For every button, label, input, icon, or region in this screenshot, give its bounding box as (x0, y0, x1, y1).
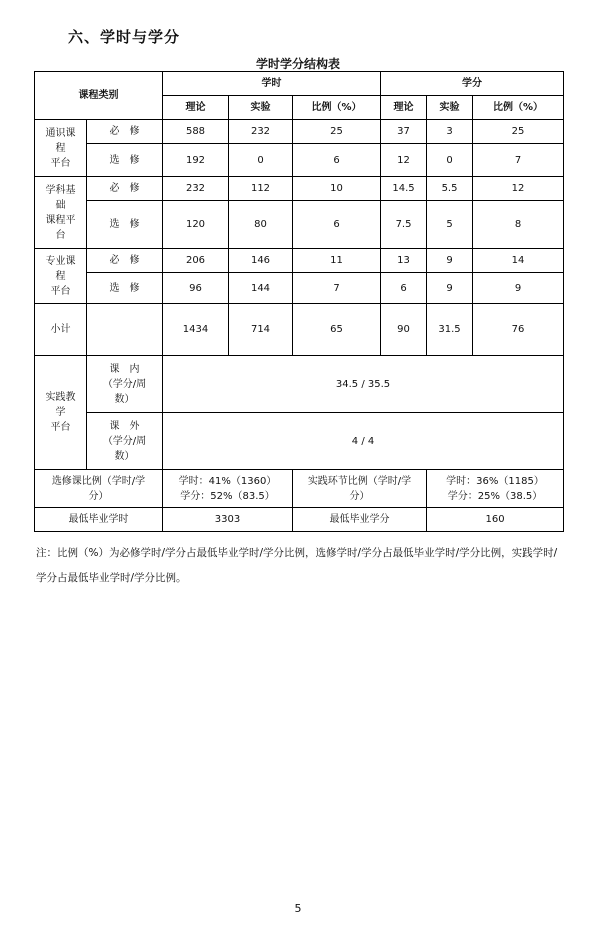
credits-lab: 3 (427, 120, 473, 144)
hours-ratio: 65 (293, 304, 381, 356)
hours-lab: 714 (229, 304, 293, 356)
hours-ratio: 6 (293, 144, 381, 177)
table-row (35, 177, 564, 201)
credits-ratio: 7 (473, 144, 564, 177)
credits-lab: 5.5 (427, 177, 473, 201)
credits-ratio-header: 比例（%） (473, 96, 564, 120)
credits-lab: 9 (427, 249, 473, 273)
hours-theory: 192 (163, 144, 229, 177)
credits-lab: 9 (427, 273, 473, 304)
credits-lab: 31.5 (427, 304, 473, 356)
course-type: 必 修 (87, 177, 163, 201)
credits-ratio: 25 (473, 120, 564, 144)
hours-theory: 1434 (163, 304, 229, 356)
credits-theory: 13 (381, 249, 427, 273)
hours-ratio: 10 (293, 177, 381, 201)
course-type: 必 修 (87, 249, 163, 273)
minimum-row (35, 508, 564, 532)
hours-theory: 120 (163, 201, 229, 249)
hours-ratio: 25 (293, 120, 381, 144)
ratio-row (35, 470, 564, 508)
table-row (35, 273, 564, 304)
practice-inside-label: 课 内 （学分/周 数） (87, 356, 163, 413)
empty-cell (87, 304, 163, 356)
credits-ratio: 9 (473, 273, 564, 304)
practice-row (35, 356, 564, 413)
course-type: 必 修 (87, 120, 163, 144)
hours-lab-header: 实验 (229, 96, 293, 120)
practice-ratio-label: 实践环节比例（学时/学 分） (293, 470, 427, 508)
course-type: 选 修 (87, 144, 163, 177)
table-row (35, 201, 564, 249)
hours-lab: 232 (229, 120, 293, 144)
course-type: 选 修 (87, 273, 163, 304)
min-credits-value: 160 (427, 508, 564, 532)
hours-theory: 588 (163, 120, 229, 144)
credits-theory: 14.5 (381, 177, 427, 201)
hours-lab: 0 (229, 144, 293, 177)
credit-structure-table (34, 71, 564, 532)
credits-ratio: 12 (473, 177, 564, 201)
credits-lab-header: 实验 (427, 96, 473, 120)
practice-outside-value: 4 / 4 (163, 413, 564, 470)
subtotal-label: 小计 (35, 304, 87, 356)
credits-theory: 6 (381, 273, 427, 304)
min-hours-label: 最低毕业学时 (35, 508, 163, 532)
hours-ratio: 7 (293, 273, 381, 304)
hours-theory: 206 (163, 249, 229, 273)
credits-ratio: 14 (473, 249, 564, 273)
credits-theory: 12 (381, 144, 427, 177)
table-caption: 学时学分结构表 (255, 57, 340, 71)
min-hours-value: 3303 (163, 508, 293, 532)
practice-inside-value: 34.5 / 35.5 (163, 356, 564, 413)
platform-label: 通识课 程 平台 (35, 120, 87, 177)
credits-ratio: 8 (473, 201, 564, 249)
table-note: 注：比例（%）为必修学时/学分占最低毕业学时/学分比例，选修学时/学分占最低毕业学时/学分比例，实践学时/学分占最低毕业学时/学分比例。 (36, 547, 558, 584)
page-number: 5 (294, 902, 302, 915)
subtotal-row (35, 304, 564, 356)
hours-theory-header: 理论 (163, 96, 229, 120)
platform-label: 学科基 础 课程平 台 (35, 177, 87, 249)
credits-theory: 37 (381, 120, 427, 144)
credits-theory-header: 理论 (381, 96, 427, 120)
hours-ratio: 11 (293, 249, 381, 273)
section-title: 六、学时与学分 (68, 28, 181, 46)
hours-lab: 80 (229, 201, 293, 249)
min-credits-label: 最低毕业学分 (293, 508, 427, 532)
hours-theory: 232 (163, 177, 229, 201)
practice-platform-label: 实践教 学 平台 (35, 356, 87, 470)
hours-lab: 112 (229, 177, 293, 201)
credits-ratio: 76 (473, 304, 564, 356)
elective-ratio-value: 学时：41%（1360） 学分：52%（83.5） (163, 470, 293, 508)
course-type: 选 修 (87, 201, 163, 249)
hours-lab: 146 (229, 249, 293, 273)
practice-row (35, 413, 564, 470)
hours-ratio-header: 比例（%） (293, 96, 381, 120)
practice-outside-label: 课 外 （学分/周 数） (87, 413, 163, 470)
hours-group-header: 学时 (163, 72, 381, 96)
category-header: 课程类别 (35, 72, 163, 120)
hours-theory: 96 (163, 273, 229, 304)
credits-lab: 5 (427, 201, 473, 249)
elective-ratio-label: 选修课比例（学时/学 分） (35, 470, 163, 508)
table-row (35, 120, 564, 144)
credits-theory: 90 (381, 304, 427, 356)
platform-label: 专业课 程 平台 (35, 249, 87, 304)
hours-lab: 144 (229, 273, 293, 304)
credits-lab: 0 (427, 144, 473, 177)
credits-theory: 7.5 (381, 201, 427, 249)
hours-ratio: 6 (293, 201, 381, 249)
table-row (35, 249, 564, 273)
table-row (35, 144, 564, 177)
credits-group-header: 学分 (381, 72, 564, 96)
practice-ratio-value: 学时：36%（1185） 学分：25%（38.5） (427, 470, 564, 508)
